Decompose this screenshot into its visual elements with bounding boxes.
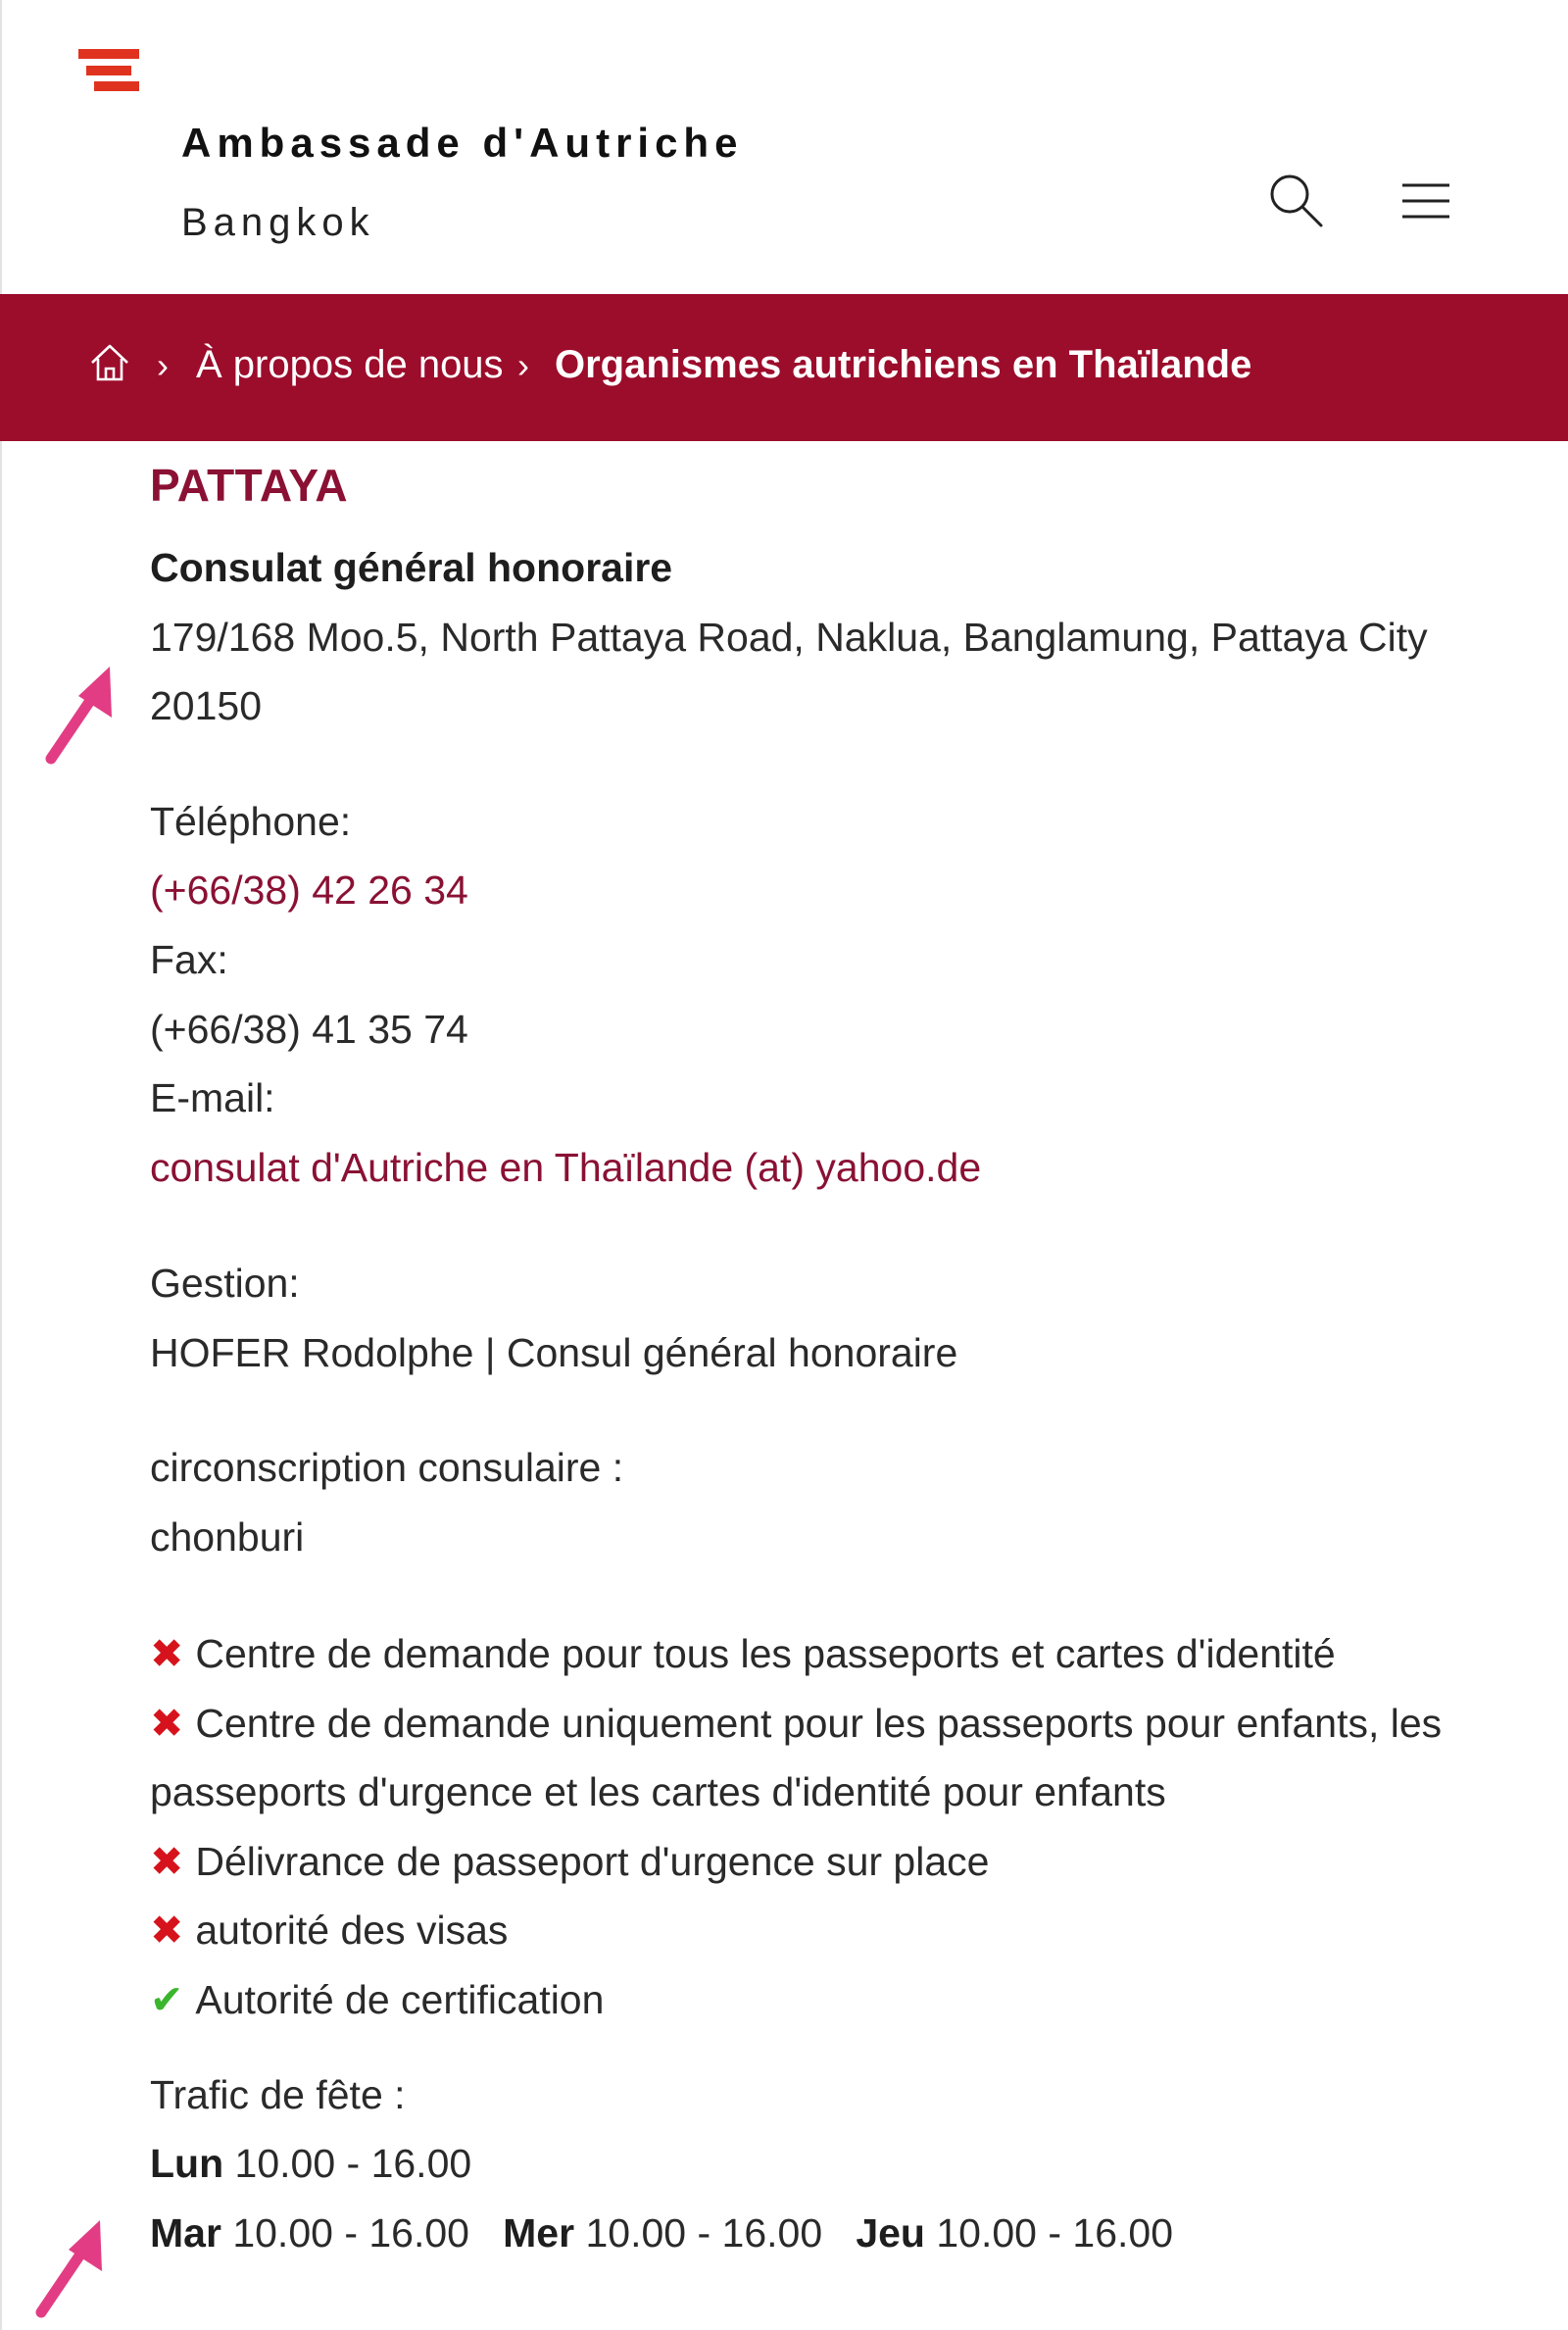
management-value: HOFER Rodolphe | Consul général honoraire (150, 1330, 958, 1375)
service-item (150, 1896, 508, 1964)
email-label: E-mail: (150, 1075, 275, 1120)
service-text: Centre de demande uniquement pour les passeports pour enfants, les (195, 1701, 1443, 1746)
service-item (150, 1965, 604, 2034)
annotation-arrow-icon (39, 657, 127, 765)
cross-icon: ✖ (150, 1908, 184, 1953)
menu-button[interactable] (1392, 167, 1460, 235)
city-heading: PATTAYA (150, 460, 349, 511)
cross-icon: ✖ (150, 1701, 184, 1746)
service-text: Autorité de certification (195, 1977, 605, 2022)
cross-icon: ✖ (150, 1631, 184, 1676)
district-label: circonscription consulaire : (150, 1445, 624, 1490)
phone-label: Téléphone: (150, 799, 352, 844)
phone-link[interactable]: (+66/38) 42 26 34 (150, 868, 468, 913)
hours-time: 10.00 - 16.00 (585, 2210, 823, 2256)
hours-time: 10.00 - 16.00 (234, 2141, 472, 2186)
breadcrumb-current-page: Organismes autrichiens en Thaïlande (555, 343, 1252, 386)
hours-day: Mer (503, 2210, 575, 2256)
fax-value: (+66/38) 41 35 74 (150, 1007, 468, 1052)
service-item (150, 1827, 989, 1896)
service-text: autorité des visas (195, 1908, 509, 1953)
austria-logo-icon[interactable] (78, 49, 139, 92)
hours-day: Mar (150, 2210, 221, 2256)
breadcrumb-separator: › (157, 345, 169, 385)
home-icon (88, 341, 131, 384)
hours-row (150, 2199, 1173, 2267)
service-item (150, 1689, 1442, 1758)
breadcrumb (0, 294, 1568, 441)
annotation-arrow-icon (29, 2210, 118, 2318)
search-icon (1268, 173, 1325, 229)
search-button[interactable] (1262, 167, 1331, 235)
hours-label: Trafic de fête : (150, 2072, 406, 2117)
hours-day: Lun (150, 2141, 224, 2186)
address-line-1: 179/168 Moo.5, North Pattaya Road, Naklua, Banglamung, Pattaya City (150, 615, 1428, 660)
district-value: chonburi (150, 1514, 305, 1560)
breadcrumb-separator: › (517, 345, 529, 385)
service-text: Délivrance de passeport d'urgence sur place (195, 1839, 990, 1884)
cross-icon: ✖ (150, 1839, 184, 1884)
consulate-type: Consulat général honoraire (150, 545, 673, 590)
hours-time: 10.00 - 16.00 (232, 2210, 469, 2256)
breadcrumb-home[interactable] (88, 341, 139, 392)
site-header (0, 0, 1568, 295)
breadcrumb-about-us[interactable]: À propos de nous (196, 343, 504, 386)
service-text: Centre de demande pour tous les passeports et cartes d'identité (195, 1631, 1336, 1676)
hours-time: 10.00 - 16.00 (936, 2210, 1174, 2256)
service-item-continued: passeports d'urgence et les cartes d'identité pour enfants (150, 1769, 1166, 1814)
hours-row (150, 2129, 471, 2198)
site-subtitle: Bangkok (181, 201, 375, 244)
service-item (150, 1619, 1336, 1688)
hamburger-menu-icon (1400, 181, 1451, 221)
email-link[interactable]: consulat d'Autriche en Thaïlande (at) yahoo.de (150, 1145, 982, 1190)
hours-day: Jeu (856, 2210, 925, 2256)
management-label: Gestion: (150, 1261, 300, 1306)
fax-label: Fax: (150, 937, 228, 982)
address-line-2: 20150 (150, 683, 263, 728)
site-title[interactable]: Ambassade d'Autriche (181, 120, 744, 166)
checkmark-icon: ✔ (150, 1977, 184, 2022)
